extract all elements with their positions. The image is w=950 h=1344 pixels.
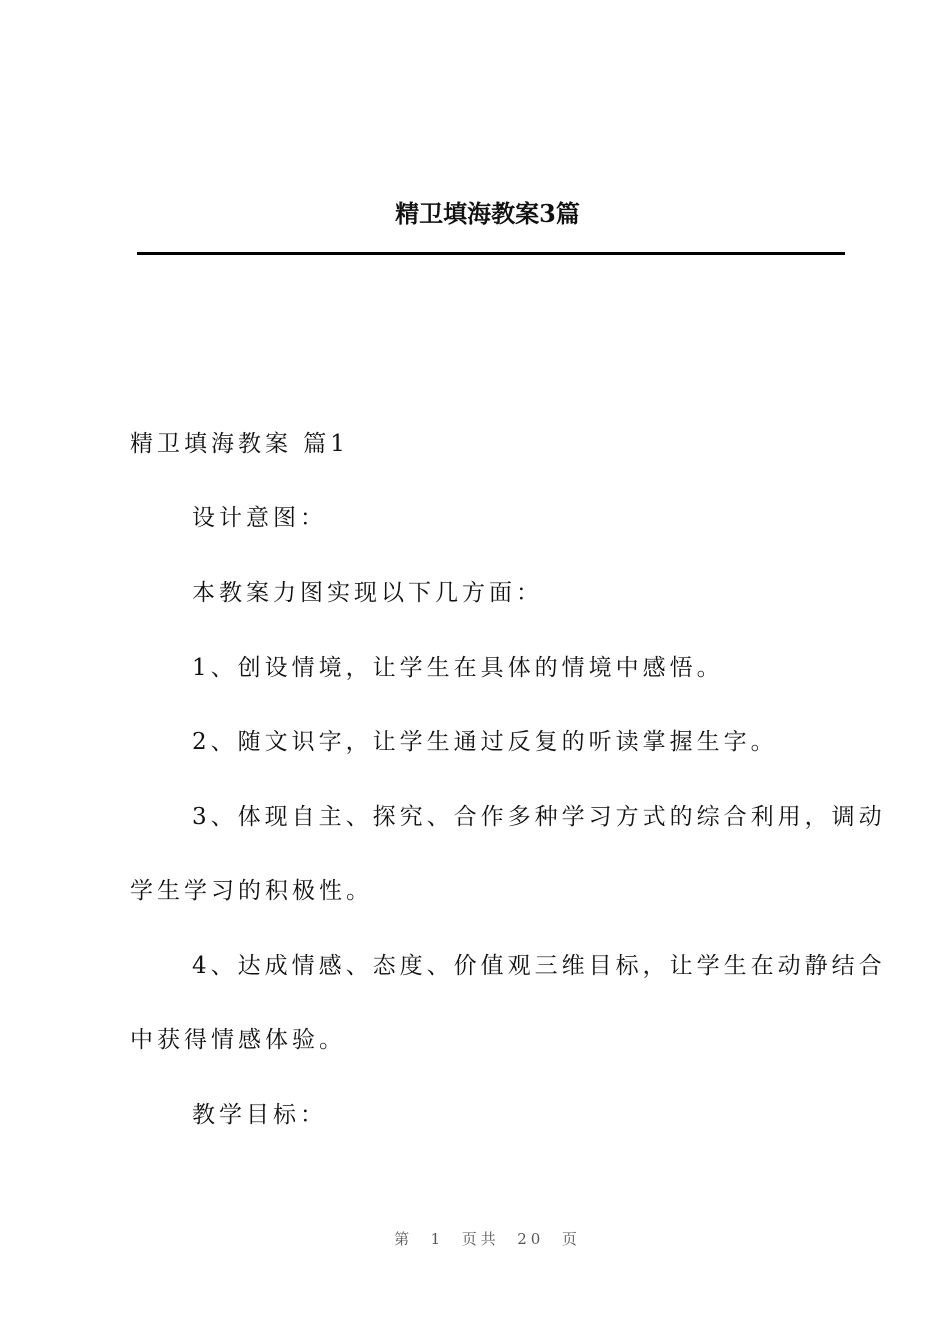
paragraph-line: 教学目标： [192,1102,327,1128]
paragraph-line: 中获得情感体验。 [130,1027,346,1053]
title-divider [137,252,845,255]
paragraph-line: 4、达成情感、态度、价值观三维目标，让学生在动静结合 [192,953,886,979]
section-heading: 精卫填海教案 篇1 [130,431,349,457]
paragraph-line: 1、创设情境，让学生在具体的情境中感悟。 [192,655,724,681]
page-footer: 第 1 页共 20 页 [394,1230,581,1248]
document-title: 精卫填海教案3篇 [395,199,580,228]
paragraph-line: 本教案力图实现以下几方面： [192,580,543,606]
paragraph-line: 2、随文识字，让学生通过反复的听读掌握生字。 [192,729,778,755]
paragraph-line: 学生学习的积极性。 [130,878,373,904]
paragraph-line: 设计意图： [192,505,327,531]
paragraph-line: 3、体现自主、探究、合作多种学习方式的综合利用，调动 [192,804,886,830]
